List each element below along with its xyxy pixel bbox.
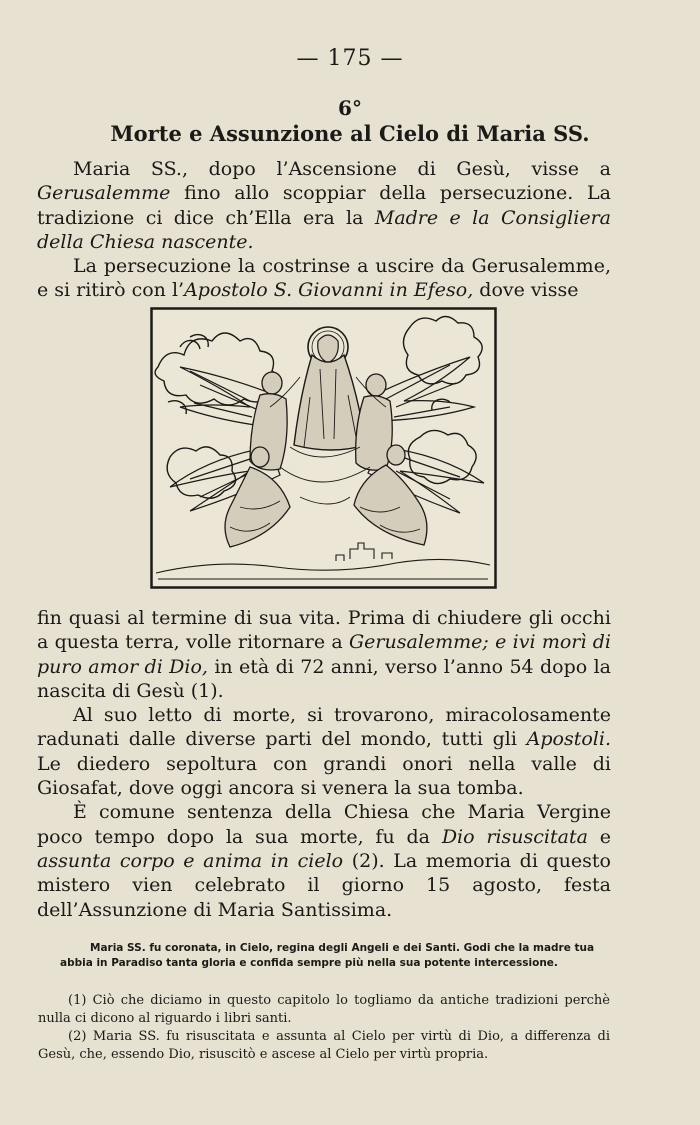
italic-span: assunta corpo e anima in cielo [37,849,344,872]
paragraph-2-end [37,606,611,703]
caption-text: Maria SS. fu coronata, in Cielo, regina degli Angeli e dei Santi. Godi che la madre tua abbia in Paradiso tanta gloria e confida sempre più nella sua potente intercessione. [60,942,595,969]
text-span: fin quasi al termine di sua vita. Prima di chiudere gli occhi a questa terra, volle ritornare a [37,607,611,654]
italic-span: Dio risuscitata [441,825,588,848]
paragraph-1 [37,157,611,254]
paragraph-2-start [37,254,611,303]
paragraph-3 [37,703,611,800]
italic-span: Apostoli. [526,728,611,751]
chapter-number: 6° [338,96,362,120]
text-span: Maria SS., dopo l’Ascensione di Gesù, visse a [73,158,611,180]
footnote-2: (2) Maria SS. fu risuscitata e assunta al Cielo per virtù di Dio, a differenza di Gesù, che, essendo Dio, risuscitò e ascese al Cielo per virtù propria. [38,1029,610,1062]
paragraph-4 [37,800,611,921]
text-block-upper [37,157,611,303]
illustration-caption [60,941,620,971]
text-span: Le diedero sepoltura con grandi onori nella valle di Giosafat, dove oggi ancora si venera la sua tomba. [37,752,611,800]
italic-span: Gerusalemme [37,182,171,205]
text-span: e [587,825,611,848]
italic-span: Apostolo S. Giovanni in Efeso, [184,279,474,302]
page-number: — 175 — [296,46,404,71]
text-span: È comune sentenza della Chiesa che Maria Vergine poco tempo dopo la sua morte, fu da [37,801,611,848]
footnote-1: (1) Ciò che diciamo in questo capitolo lo togliamo da antiche tradizioni perchè nulla ci dicono al riguardo i libri santi. [38,993,610,1026]
text-span: La persecuzione la costrinse a uscire da Gerusalemme, e si ritirò con l’ [37,255,611,302]
assumption-illustration [150,307,497,589]
chapter-title: Morte e Assunzione al Cielo di Maria SS. [110,121,590,146]
italic-span: Gerusalemme; e ivi morì di puro amor di Dio, [37,631,611,678]
text-block-lower [37,606,611,922]
text-span: (2). La memoria di questo mistero vien celebrato il giorno 15 agosto, festa dell’Assunzione di Maria Santissima. [37,849,611,921]
footnotes [38,992,610,1064]
text-span: dove visse [473,279,579,302]
italic-span: Madre e la Consigliera della Chiesa nascente. [37,206,611,253]
text-span: fino allo scoppiar della persecuzione. La tradizione ci dice ch’Ella era la [37,182,611,229]
text-span: in età di 72 anni, verso l’anno 54 dopo la nascita di Gesù (1). [37,655,612,702]
text-span: Al suo letto di morte, si trovarono, miracolosamente radunati dalle diverse parti del mondo, tutti gli [37,704,611,751]
